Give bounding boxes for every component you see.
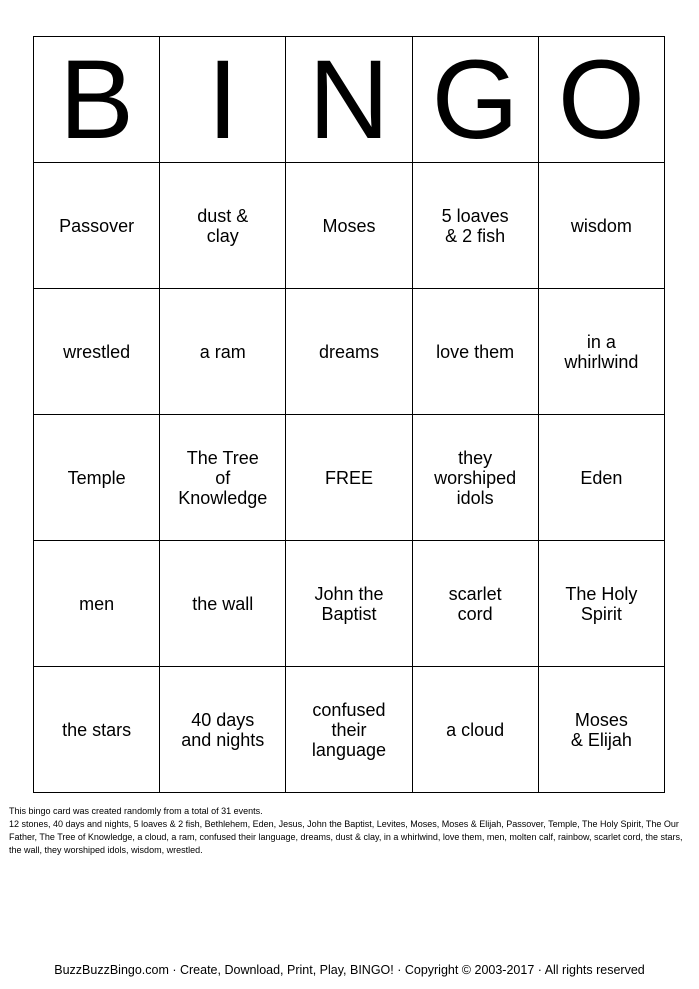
bingo-cell	[286, 289, 412, 415]
card-info-summary: This bingo card was created randomly from a total of 31 events.	[9, 806, 263, 816]
bingo-cell	[34, 667, 160, 793]
bingo-card	[33, 36, 665, 793]
bingo-cell	[286, 667, 412, 793]
header-letter: O	[538, 37, 664, 163]
bingo-cell	[412, 289, 538, 415]
bingo-row	[34, 541, 665, 667]
bingo-cell	[538, 163, 664, 289]
header-letter: N	[286, 37, 412, 163]
footer-copyright: BuzzBuzzBingo.com · Create, Download, Print, Play, BINGO! · Copyright © 2003-2017 · All rights reserved	[54, 963, 645, 977]
bingo-cell	[412, 415, 538, 541]
cell-text: 5 loaves & 2 fish	[441, 205, 509, 246]
bingo-cell	[34, 541, 160, 667]
bingo-cell	[160, 667, 286, 793]
bingo-cell	[160, 163, 286, 289]
free-space-cell	[286, 415, 412, 541]
bingo-cell	[412, 541, 538, 667]
bingo-cell	[286, 541, 412, 667]
bingo-cell	[34, 289, 160, 415]
cell-text: a ram	[199, 341, 246, 362]
cell-text: 40 days and nights	[181, 709, 265, 750]
bingo-row	[34, 163, 665, 289]
bingo-cell	[538, 541, 664, 667]
bingo-row	[34, 415, 665, 541]
cell-text: they worshiped idols	[434, 447, 517, 508]
bingo-cell	[412, 163, 538, 289]
cell-text: wisdom	[570, 215, 632, 236]
cell-text: in a whirlwind	[564, 331, 639, 372]
cell-text: The Holy Spirit	[565, 583, 638, 624]
bingo-row	[34, 667, 665, 793]
card-info	[9, 805, 691, 857]
cell-text: FREE	[324, 467, 373, 488]
cell-text: dust & clay	[197, 205, 249, 246]
bingo-cell	[538, 667, 664, 793]
bingo-cell	[538, 289, 664, 415]
header-letter: B	[34, 37, 160, 163]
bingo-cell	[160, 289, 286, 415]
bingo-cell	[538, 415, 664, 541]
header-letter: I	[160, 37, 286, 163]
bingo-cell	[160, 415, 286, 541]
bingo-cell	[286, 163, 412, 289]
bingo-header-row	[34, 37, 665, 163]
cell-text: men	[79, 593, 115, 614]
bingo-cell	[34, 163, 160, 289]
cell-text: love them	[436, 341, 515, 362]
cell-text: Eden	[580, 467, 623, 488]
card-info-event-list: 12 stones, 40 days and nights, 5 loaves & 2 fish, Bethlehem, Eden, Jesus, John the Baptist, Levites, Moses, Moses & Elijah, Passover, Temple, The Holy Spirit, The Our Father, The Tree of Knowledge, a cloud, a ram, confused their language, dreams, dust & clay, in a whirlwind, love them, men, molten calf, rainbow, scarlet cord, the stars, the wall, they worshiped idols, wisdom, wrestled.	[9, 819, 683, 855]
bingo-cell	[34, 415, 160, 541]
cell-text: Moses & Elijah	[570, 709, 632, 750]
bingo-cell	[160, 541, 286, 667]
cell-text: the wall	[192, 593, 254, 614]
cell-text: a cloud	[446, 719, 505, 740]
cell-text: Temple	[67, 467, 126, 488]
header-letter: G	[412, 37, 538, 163]
cell-text: scarlet cord	[448, 583, 502, 624]
cell-text: The Tree of Knowledge	[178, 447, 268, 508]
cell-text: wrestled	[63, 341, 131, 362]
cell-text: confused their language	[311, 699, 386, 760]
cell-text: John the Baptist	[314, 583, 384, 624]
cell-text: dreams	[318, 341, 379, 362]
bingo-row	[34, 289, 665, 415]
cell-text: the stars	[62, 719, 132, 740]
cell-text: Moses	[322, 215, 376, 236]
cell-text: Passover	[59, 215, 135, 236]
bingo-cell	[412, 667, 538, 793]
